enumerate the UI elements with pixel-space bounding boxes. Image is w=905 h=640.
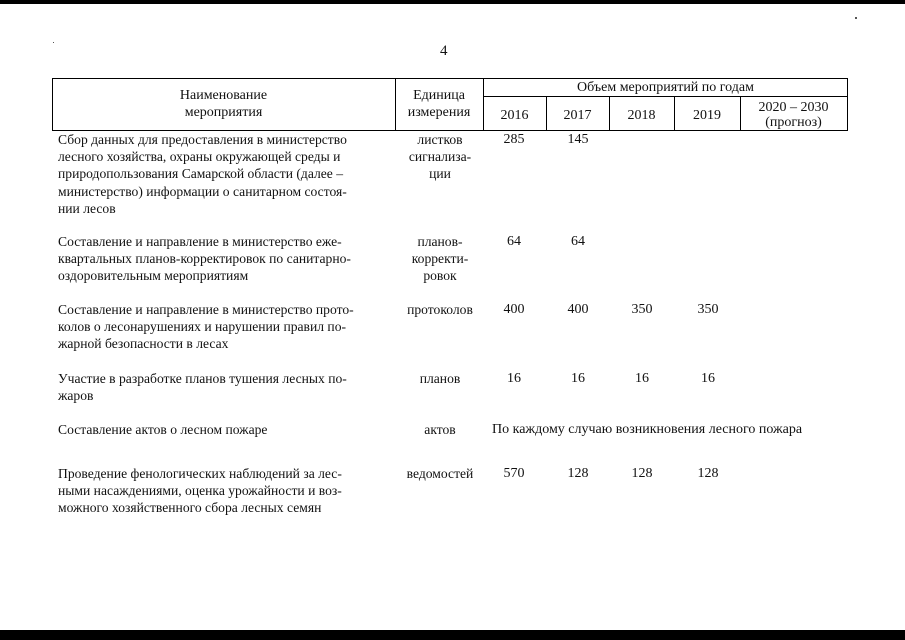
text-line: можного хозяйственного сбора лесных семян — [58, 500, 322, 516]
page-number: 4 — [440, 43, 448, 59]
row-name — [58, 301, 388, 353]
cell-2016: 570 — [503, 466, 525, 481]
header-unit-line: измерения — [407, 105, 471, 120]
row-name — [58, 370, 388, 404]
row-name — [58, 233, 388, 285]
text-line: оздоровительным мероприятиям — [58, 268, 249, 284]
header-name-line: мероприятия — [184, 105, 263, 120]
text-line: жаров — [58, 388, 94, 404]
cell-2016: 285 — [503, 132, 525, 147]
row-name — [58, 131, 388, 217]
text-line: корректи- — [411, 251, 469, 267]
text-line: жарной безопасности в лесах — [58, 336, 229, 352]
scan-speck — [53, 42, 54, 43]
text-line: природопользования Самарской области (далее – — [58, 166, 344, 182]
header-year: 2016 — [500, 107, 529, 123]
text-line: актов — [424, 422, 456, 437]
text-line: планов- — [417, 234, 463, 249]
text-line: сигнализа- — [408, 149, 472, 165]
text-line: ции — [429, 166, 451, 182]
header-name-line: Наименование — [179, 88, 268, 103]
text-line: Составление и направление в министерство еже- — [58, 234, 342, 249]
cell-2019: 16 — [701, 371, 715, 386]
cell-2017: 16 — [571, 371, 585, 386]
cell-2019: 350 — [697, 302, 719, 317]
row-name — [58, 465, 388, 517]
row-unit — [396, 131, 484, 183]
cell-2016: 16 — [507, 371, 521, 386]
scan-speck — [855, 17, 857, 19]
header-name — [52, 87, 395, 121]
text-line: планов — [419, 371, 461, 386]
scan-border-bottom — [0, 630, 905, 640]
row-span-note: По каждому случаю возникновения лесного пожара — [492, 422, 803, 437]
text-line: ведомостей — [406, 466, 474, 481]
text-line: ными насаждениями, оценка урожайности и воз- — [58, 483, 342, 499]
cell-2019: 128 — [697, 466, 719, 481]
cell-2016: 400 — [503, 302, 525, 317]
header-forecast-line: (прогноз) — [765, 115, 822, 130]
header-forecast-line: 2020 – 2030 — [758, 100, 829, 115]
text-line: нии лесов — [58, 200, 116, 216]
text-line: ровок — [423, 268, 457, 284]
scan-border-top — [0, 0, 905, 4]
text-line: Проведение фенологических наблюдений за лес- — [58, 466, 342, 481]
header-forecast — [740, 100, 847, 130]
text-line: министерство) информации о санитарном состоя- — [58, 183, 347, 199]
text-line: Составление и направление в министерство прото- — [58, 302, 354, 317]
cell-2017: 128 — [567, 466, 589, 481]
text-line: листков — [417, 132, 463, 147]
rule — [483, 96, 848, 97]
text-line: Составление актов о лесном пожаре — [58, 422, 268, 437]
header-year: 2019 — [693, 107, 721, 123]
text-line: Сбор данных для предоставления в министерство — [58, 132, 347, 147]
header-unit-line: Единица — [413, 88, 465, 103]
cell-2017: 400 — [567, 302, 589, 317]
cell-2016: 64 — [507, 234, 521, 249]
row-name — [58, 421, 388, 438]
cell-2018: 128 — [631, 466, 653, 481]
cell-2017: 145 — [567, 132, 589, 147]
text-line: протоколов — [407, 302, 473, 317]
header-unit — [395, 87, 483, 121]
row-unit — [396, 465, 484, 482]
row-unit — [396, 301, 484, 318]
cell-2017: 64 — [571, 234, 585, 249]
header-group-title: Объем мероприятий по годам — [577, 80, 754, 95]
cell-2018: 350 — [631, 302, 653, 317]
header-year: 2018 — [627, 107, 656, 123]
text-line: лесного хозяйства, охраны окружающей среды и — [58, 149, 341, 165]
text-line: Участие в разработке планов тушения лесных по- — [58, 371, 347, 386]
table-header — [52, 78, 848, 130]
row-unit — [396, 233, 484, 285]
row-unit — [396, 370, 484, 387]
row-unit — [396, 421, 484, 438]
cell-2018: 16 — [635, 371, 649, 386]
text-line: квартальных планов-корректировок по санитарно- — [58, 251, 351, 267]
header-year: 2017 — [563, 107, 592, 123]
text-line: колов о лесонарушениях и нарушении правил по- — [58, 319, 347, 335]
